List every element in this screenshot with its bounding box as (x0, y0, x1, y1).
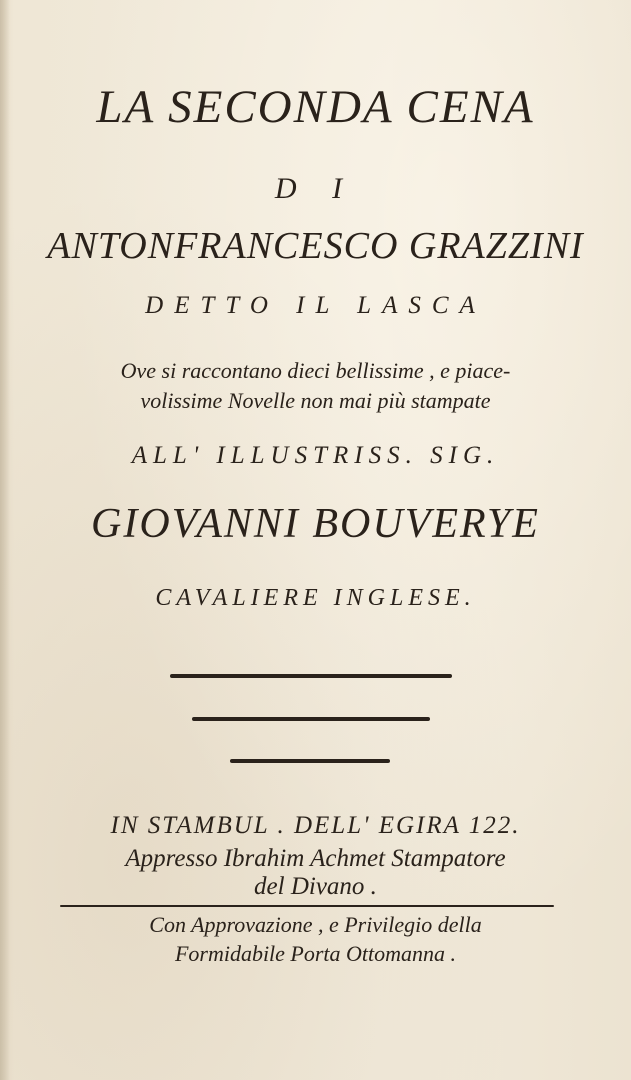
ornamental-rule-2 (192, 717, 430, 721)
author-nickname: DETTO IL LASCA (145, 292, 486, 319)
approval-line-2: Formidabile Porta Ottomanna . (174, 941, 457, 966)
dedicatee-title: CAVALIERE INGLESE. (155, 585, 476, 611)
approval-line-1: Con Approvazione , e Privilegio della (149, 912, 482, 937)
author-name: ANTONFRANCESCO GRAZZINI (47, 225, 584, 267)
ornamental-rule-1 (170, 674, 452, 678)
ornamental-rule-3 (230, 759, 390, 763)
description-line-1: Ove si raccontano dieci bellissime , e piace- (120, 358, 511, 383)
imprint-place-date: IN STAMBUL . DELL' EGIRA 122. (110, 812, 521, 839)
description-line-2: volissime Novelle non mai più stampate (140, 388, 491, 413)
imprint-printer-cont: del Divano . (254, 873, 377, 900)
imprint-divider (60, 905, 554, 907)
book-title: LA SECONDA CENA (96, 81, 535, 133)
preposition-di: D I (274, 172, 357, 205)
imprint-printer: Appresso Ibrahim Achmet Stampatore (125, 845, 506, 872)
dedicatee-name: GIOVANNI BOUVERYE (91, 501, 540, 547)
dedication-line: ALL' ILLUSTRISS. SIG. (131, 442, 500, 469)
